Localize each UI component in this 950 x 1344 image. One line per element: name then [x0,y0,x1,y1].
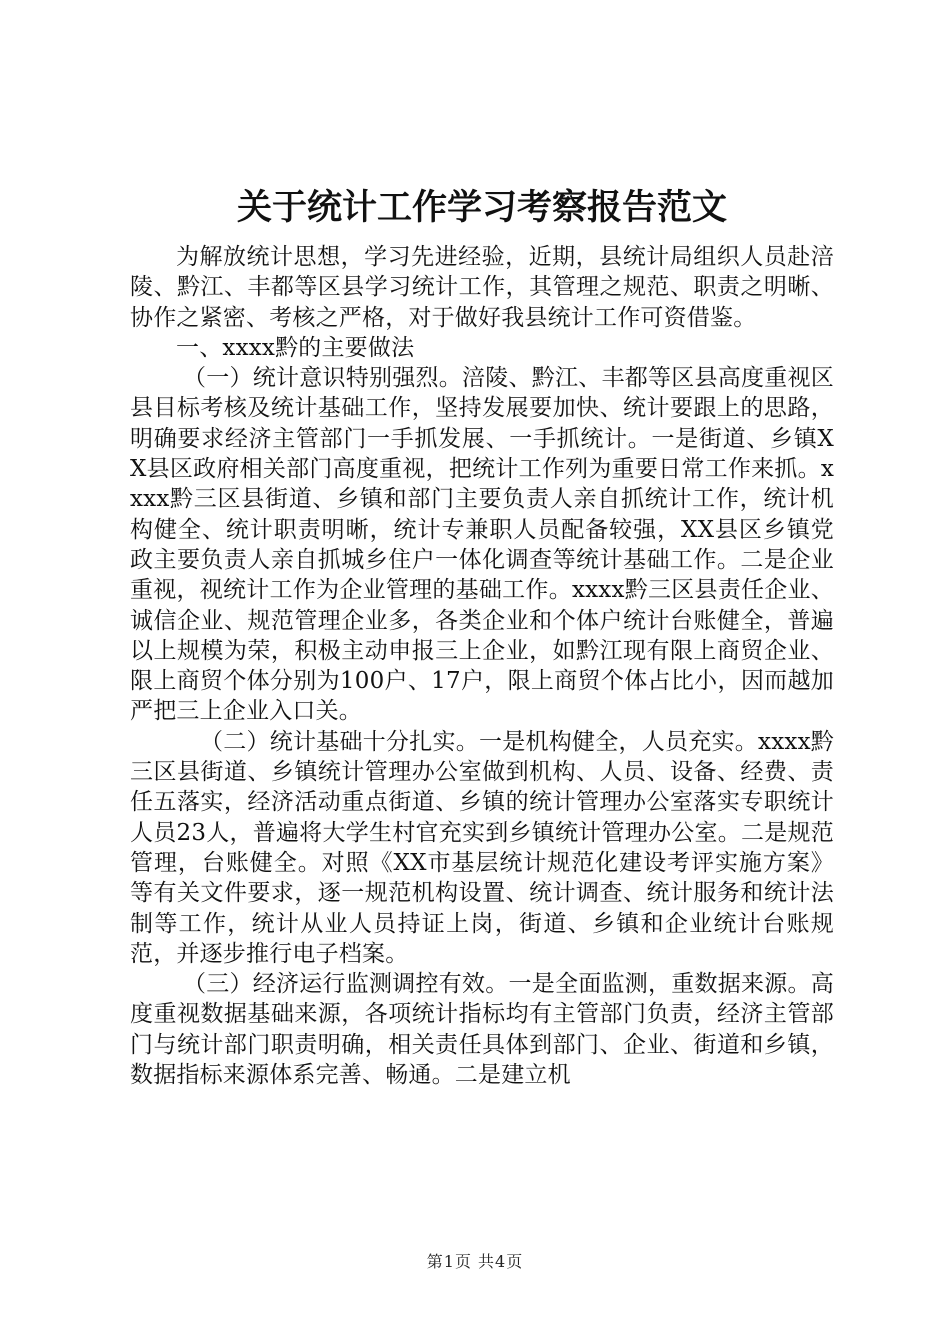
document-title: 关于统计工作学习考察报告范文 [236,187,727,228]
section-heading-1: 一、xxxx黔的主要做法 [176,334,415,361]
page-footer: 第1页 共4页 [426,1252,524,1271]
document-page [130,186,834,1090]
body-paragraph-2: （二）统计基础十分扎实。一是机构健全，人员充实。xxxx黔三区县街道、乡镇统计管理办公室做到机构、人员、设备、经费、责任五落实，经济活动重点街道、乡镇的统计管理办公室落实专职统计人员23人，普遍将大学生村官充实到乡镇统计管理办公室。二是规范管理，台账健全。对照《XX市基层统计规范化建设考评实施方案》等有关文件要求，逐一规范机构设置、统计调查、统计服务和统计法制等工作，统计从业人员持证上岗，街道、乡镇和企业统计台账规范，并逐步推行电子档案。 [130,728,834,967]
body-paragraph-3: （三）经济运行监测调控有效。一是全面监测，重数据来源。高度重视数据基础来源，各项统计指标均有主管部门负责，经济主管部门与统计部门职责明确，相关责任具体到部门、企业、街道和乡镇，数据指标来源体系完善、畅通。二是建立机 [130,971,834,1089]
intro-paragraph: 为解放统计思想，学习先进经验，近期，县统计局组织人员赴涪陵、黔江、丰都等区县学习统计工作，其管理之规范、职责之明晰、协作之紧密、考核之严格，对于做好我县统计工作可资借鉴。 [130,244,834,331]
body-paragraph-1: （一）统计意识特别强烈。涪陵、黔江、丰都等区县高度重视区县目标考核及统计基础工作，坚持发展要加快、统计要跟上的思路，明确要求经济主管部门一手抓发展、一手抓统计。一是街道、乡镇XX县区政府相关部门高度重视，把统计工作列为重要日常工作来抓。xxxx黔三区县街道、乡镇和部门主要负责人亲自抓统计工作，统计机构健全、统计职责明晰，统计专兼职人员配备较强，XX县区乡镇党政主要负责人亲自抓城乡住户一体化调查等统计基础工作。二是企业重视，视统计工作为企业管理的基础工作。xxxx黔三区县责任企业、诚信企业、规范管理企业多，各类企业和个体户统计台账健全，普遍以上规模为荣，积极主动申报三上企业，如黔江现有限上商贸企业、限上商贸个体分别为100户、17户，限上商贸个体占比小，因而越加严把三上企业入口关。 [130,365,834,725]
